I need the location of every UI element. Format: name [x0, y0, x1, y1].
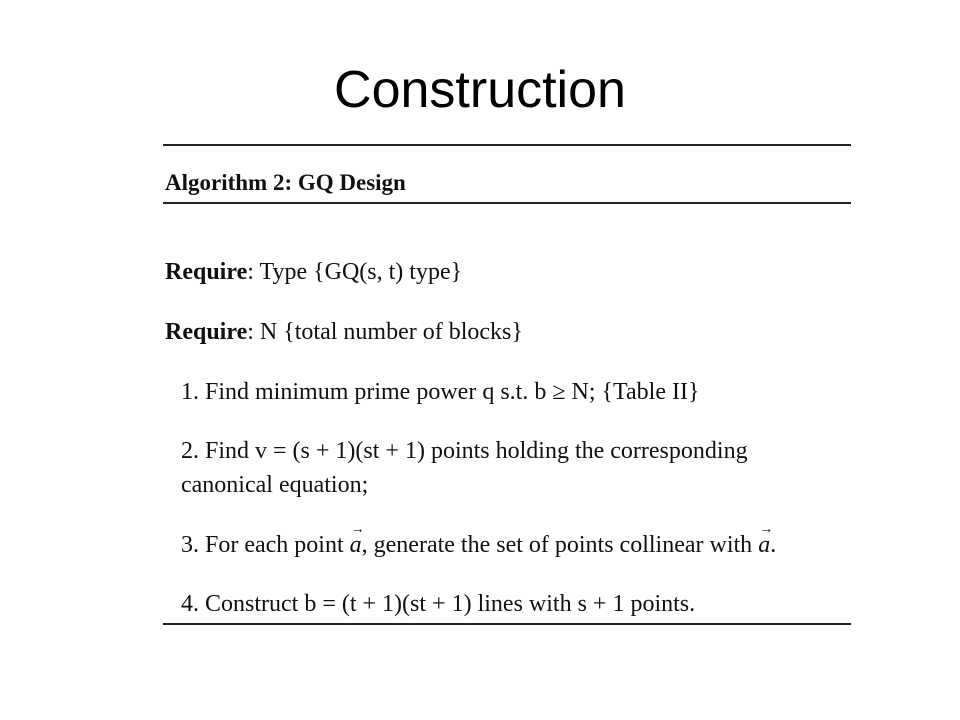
slide-title: Construction	[334, 61, 626, 119]
step-3-after: .	[770, 532, 777, 558]
vector-a-1: → a	[350, 530, 362, 560]
step-3-middle: , generate the set of points collinear with	[361, 532, 759, 558]
require-type-text: Type {GQ(s, t) type}	[259, 259, 463, 285]
vector-a-2: → a	[758, 530, 770, 560]
require-keyword: Require	[165, 259, 248, 285]
step-2-line-1: 2. Find v = (s + 1)(st + 1) points holding the corresponding	[181, 438, 748, 464]
require-n-line	[165, 317, 523, 347]
header-rule	[163, 202, 851, 204]
bottom-rule	[163, 623, 851, 625]
require-keyword: Require	[165, 319, 248, 345]
require-n-text: N {total number of blocks}	[259, 319, 523, 345]
step-3-before: 3. For each point	[181, 532, 350, 558]
top-rule	[163, 144, 851, 146]
require-colon: :	[247, 319, 254, 345]
step-4: 4. Construct b = (t + 1)(st + 1) lines with s + 1 points.	[181, 591, 696, 617]
require-type-line	[165, 257, 462, 287]
require-colon: :	[247, 259, 254, 285]
algorithm-title: Algorithm 2: GQ Design	[165, 170, 406, 195]
step-1: 1. Find minimum prime power q s.t. b ≥ N; {Table II}	[181, 379, 700, 405]
step-2-line-2: canonical equation;	[181, 472, 369, 498]
step-3	[181, 530, 776, 560]
